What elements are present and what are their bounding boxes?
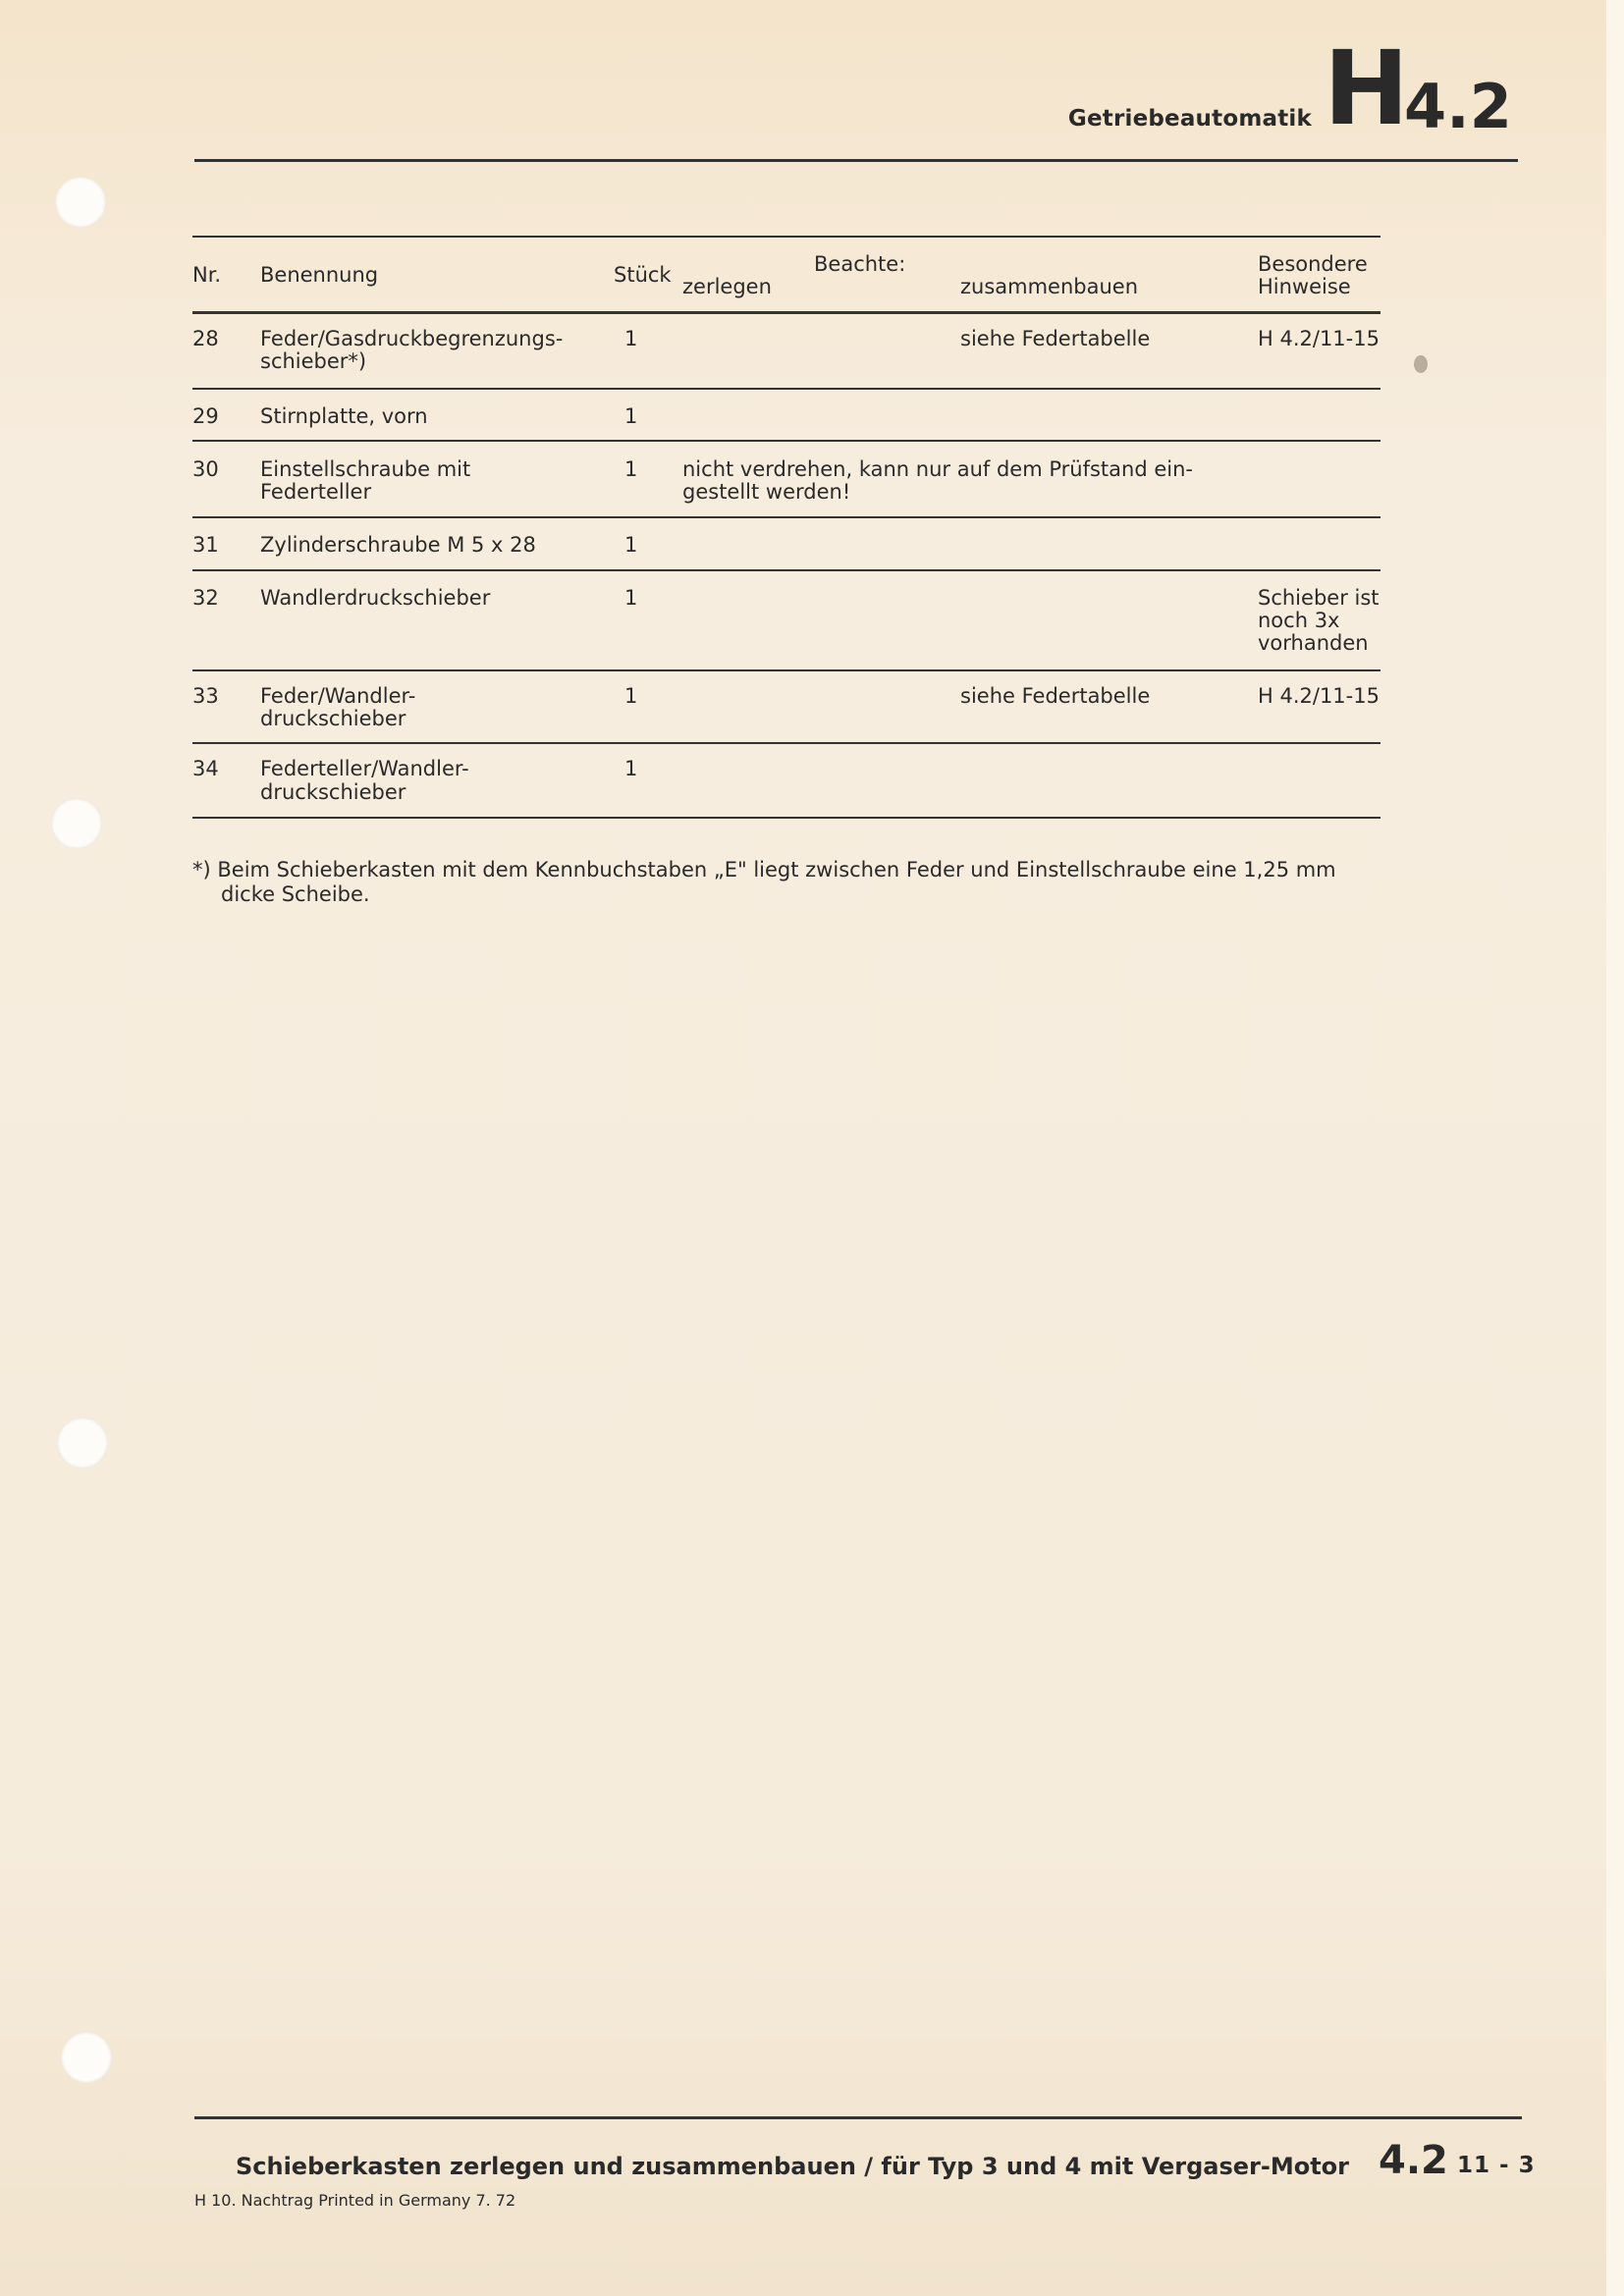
header-hinweise: Hinweise [1258, 275, 1351, 298]
row-rule [192, 388, 1380, 390]
page-number: 11 - 3 [1457, 2153, 1536, 2178]
cell-zusammenbauen: siehe Federtabelle [960, 327, 1151, 350]
header-nr: Nr. [192, 263, 222, 287]
header-zusammenbauen: zusammenbauen [960, 275, 1139, 298]
section-title: Getriebeautomatik [1067, 106, 1312, 132]
row-rule [192, 569, 1380, 571]
row-rule [192, 742, 1380, 744]
cell-hinweis: H 4.2/11-15 [1258, 684, 1380, 708]
cell-nr: 32 [192, 586, 219, 610]
punch-hole [55, 177, 106, 228]
section-letter: H [1324, 28, 1410, 148]
footer-section-number: 4.2 [1379, 2138, 1448, 2183]
punch-hole [51, 798, 102, 849]
table-bottom-rule [192, 817, 1380, 819]
cell-stueck: 1 [624, 457, 638, 481]
cell-hinweis-cont: noch 3x [1258, 609, 1340, 632]
cell-benennung-cont: druckschieber [260, 780, 406, 804]
imprint: H 10. Nachtrag Printed in Germany 7. 72 [194, 2191, 516, 2210]
cell-nr: 30 [192, 457, 219, 481]
paper-edge [1606, 0, 1624, 2296]
cell-benennung: Einstellschraube mit [260, 457, 471, 481]
row-rule [192, 440, 1380, 442]
cell-nr: 29 [192, 404, 219, 428]
cell-nr: 34 [192, 757, 219, 780]
cell-zerlegen: nicht verdrehen, kann nur auf dem Prüfstand ein- [682, 457, 1193, 481]
section-number: 4.2 [1404, 71, 1512, 142]
footnote [192, 858, 1336, 907]
header-beachte: Beachte: [814, 252, 906, 276]
cell-benennung: Zylinderschraube M 5 x 28 [260, 533, 536, 557]
header-benennung: Benennung [260, 263, 379, 287]
cell-hinweis: H 4.2/11-15 [1258, 327, 1380, 350]
row-rule [192, 669, 1380, 671]
cell-benennung-cont: schieber*) [260, 349, 367, 373]
header-stueck: Stück [614, 263, 672, 287]
cell-stueck: 1 [624, 327, 638, 350]
cell-nr: 31 [192, 533, 219, 557]
punch-hole [61, 2032, 112, 2083]
cell-hinweis-cont: vorhanden [1258, 631, 1369, 655]
paper-stain [1414, 355, 1428, 373]
cell-benennung: Feder/Gasdruckbegrenzungs- [260, 327, 564, 350]
footer-title: Schieberkasten zerlegen und zusammenbauen / für Typ 3 und 4 mit Vergaser-Motor [235, 2153, 1349, 2180]
cell-benennung: Feder/Wandler- [260, 684, 416, 708]
cell-benennung: Federteller/Wandler- [260, 757, 469, 780]
punch-hole [57, 1417, 108, 1468]
footer-rule [194, 2116, 1522, 2119]
table-header-rule [192, 311, 1380, 314]
cell-nr: 28 [192, 327, 219, 350]
footnote-line: *) Beim Schieberkasten mit dem Kennbuchstaben „E" liegt zwischen Feder und Einstellschraube eine 1,25 mm [192, 858, 1336, 881]
cell-benennung: Wandlerdruckschieber [260, 586, 491, 610]
cell-benennung-cont: druckschieber [260, 707, 406, 730]
cell-benennung-cont: Federteller [260, 480, 372, 504]
cell-stueck: 1 [624, 404, 638, 428]
row-rule [192, 516, 1380, 518]
cell-zusammenbauen: siehe Federtabelle [960, 684, 1151, 708]
header-besondere: Besondere [1258, 252, 1368, 276]
cell-stueck: 1 [624, 533, 638, 557]
cell-stueck: 1 [624, 586, 638, 610]
cell-stueck: 1 [624, 684, 638, 708]
cell-nr: 33 [192, 684, 219, 708]
cell-zerlegen-cont: gestellt werden! [682, 480, 851, 504]
table-top-rule [192, 236, 1380, 238]
footnote-line: dicke Scheibe. [221, 882, 370, 906]
cell-stueck: 1 [624, 757, 638, 780]
header-zerlegen: zerlegen [682, 275, 772, 298]
cell-benennung: Stirnplatte, vorn [260, 404, 428, 428]
cell-hinweis: Schieber ist [1258, 586, 1380, 610]
header-rule [194, 159, 1518, 162]
